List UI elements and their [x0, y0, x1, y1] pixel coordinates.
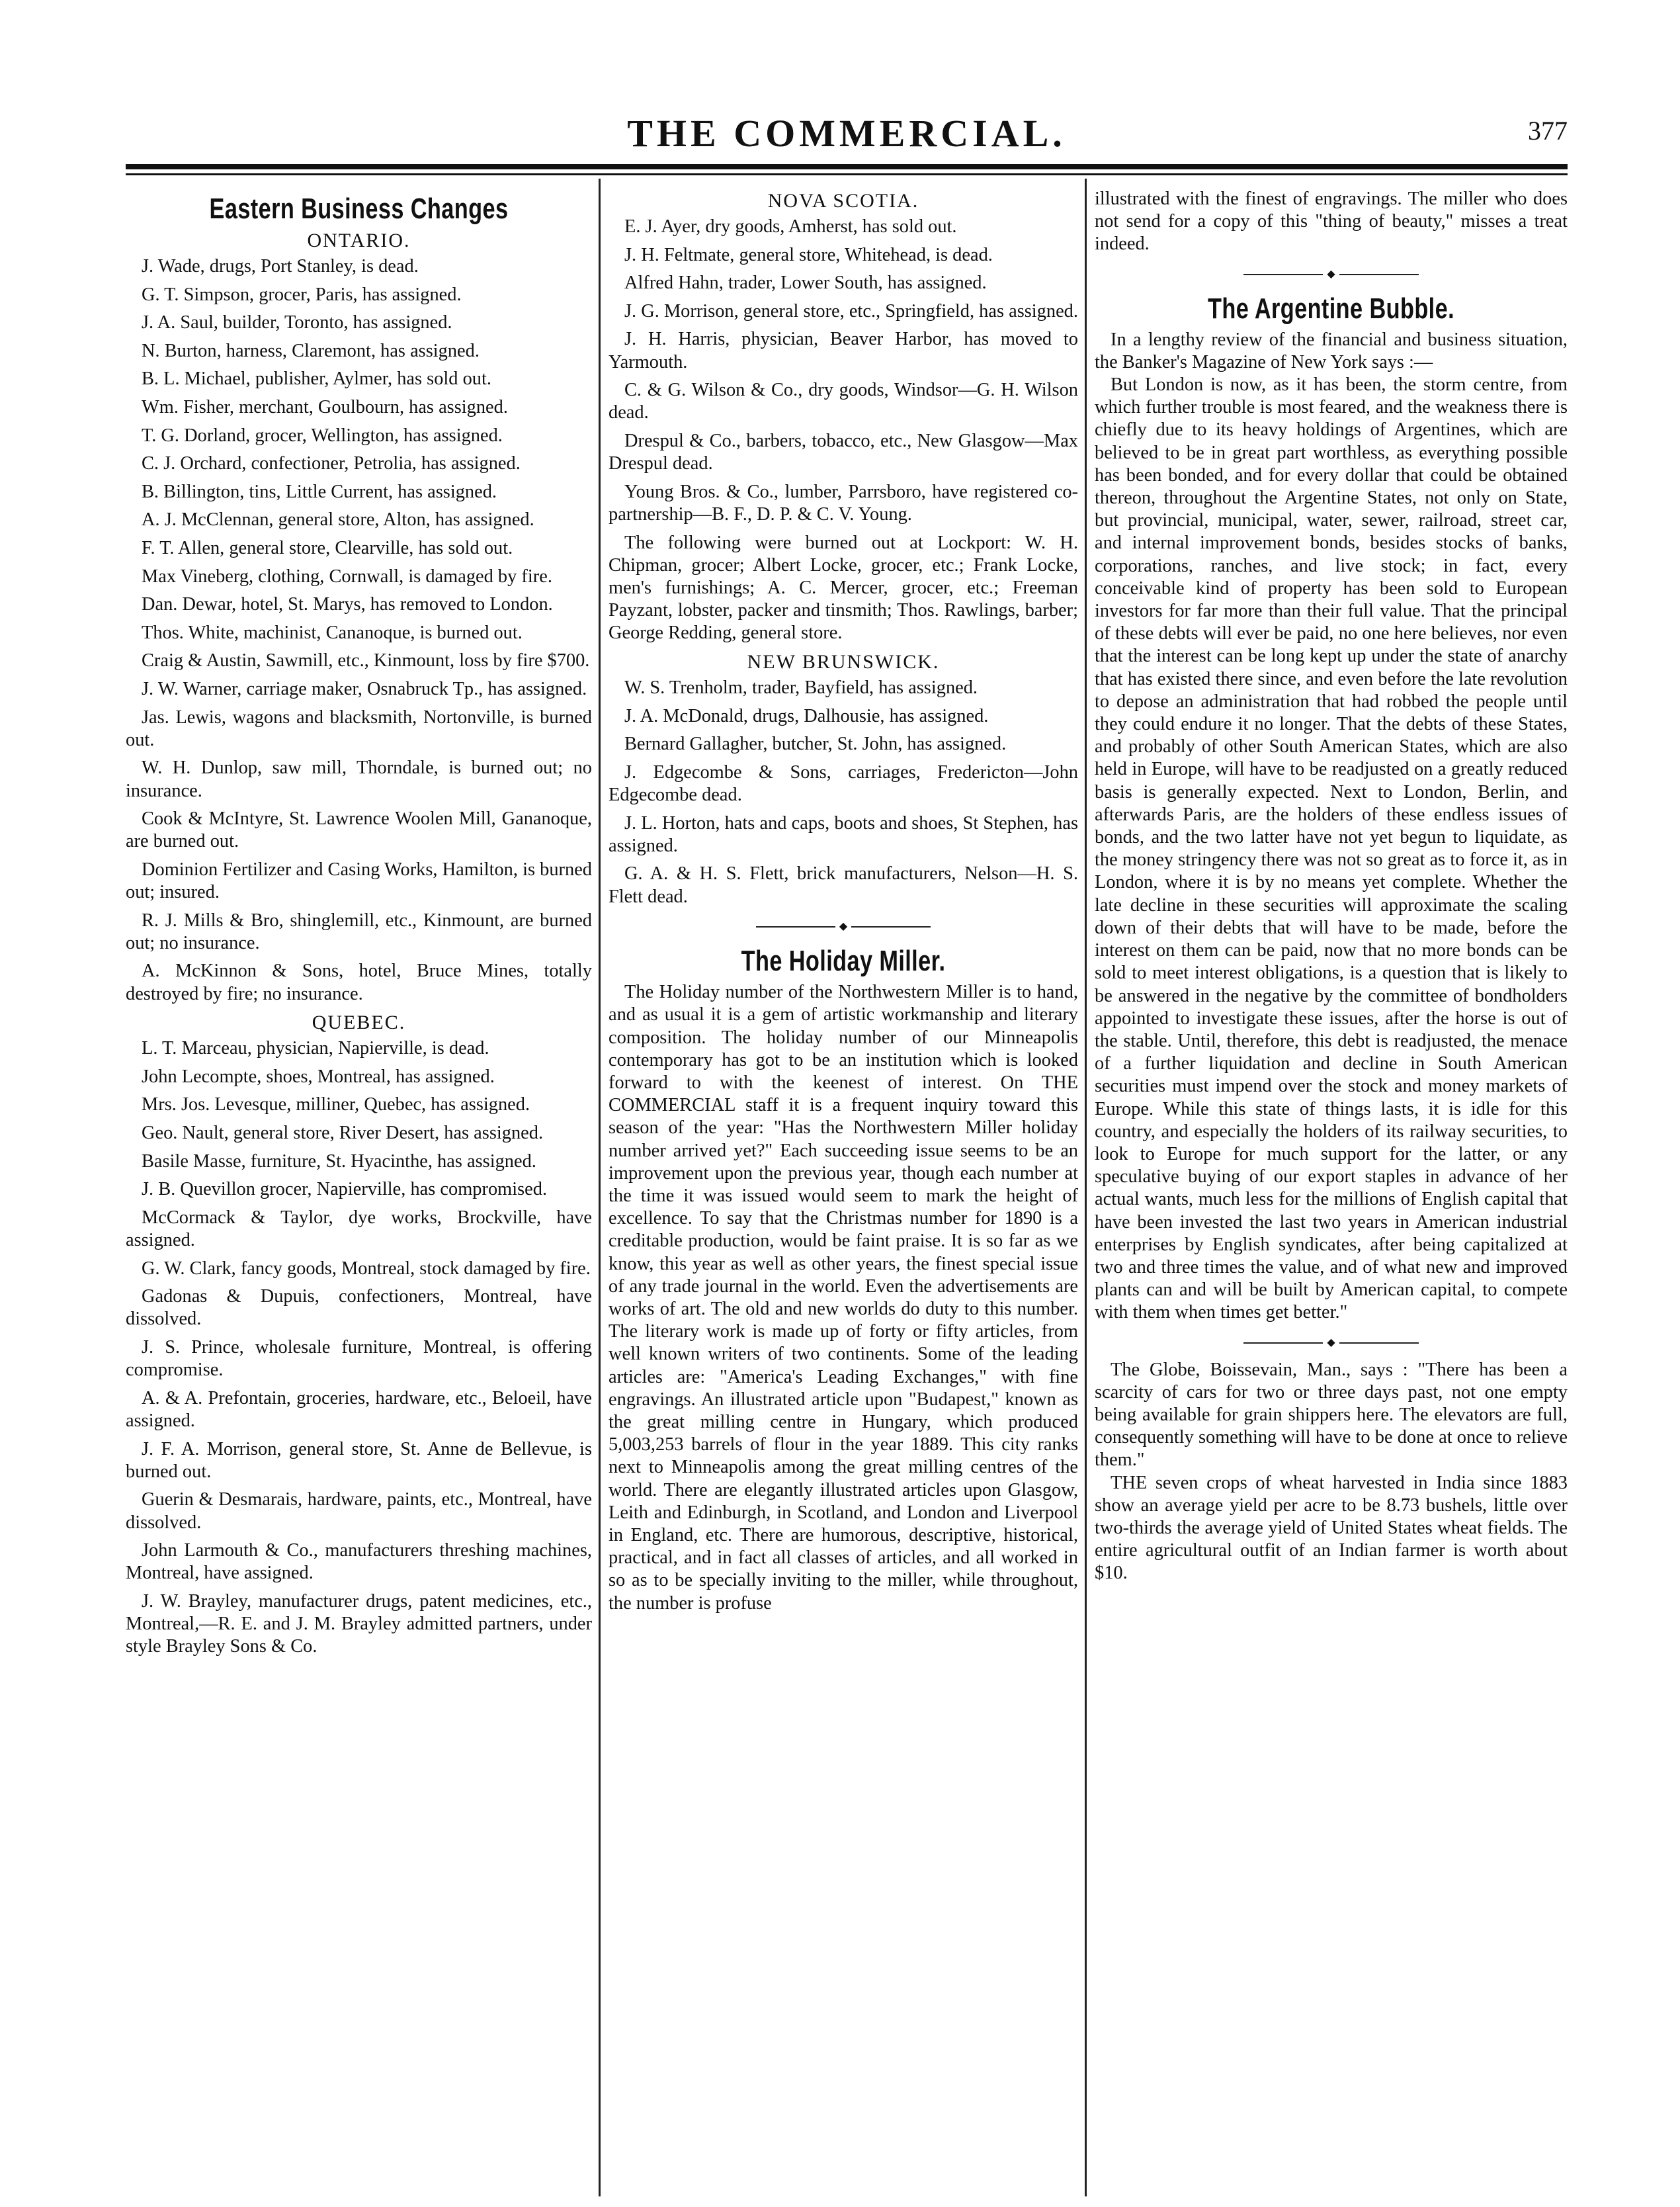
notice-entry: L. T. Marceau, physician, Napierville, is dead.: [142, 1038, 489, 1059]
ontario-list: [126, 255, 592, 1006]
notice-entry: Jas. Lewis, wagons and blacksmith, Nortonville, is burned out.: [126, 707, 592, 750]
notice-entry: W. S. Trenholm, trader, Bayfield, has assigned.: [624, 677, 978, 698]
notice-entry: Guerin & Desmarais, hardware, paints, etc., Montreal, have dissolved.: [126, 1489, 592, 1533]
separator-diamond: ◆: [839, 921, 848, 933]
notice-entry: Craig & Austin, Sawmill, etc., Kinmount, loss by fire $700.: [142, 650, 590, 671]
holiday-miller-article: The Holiday number of the Northwestern Miller is to hand, and as usual it is a gem of artistic workmanship and literary composition. The holiday number of our Minneapolis contemporary has got to be an institution which is looked forward to with the keenest of interest. On THE COMMERCIAL staff it is a frequent inquiry toward this season of the year: "Has the Northwestern Miller holiday number arrived yet?" Each succeeding issue seems to be an improvement upon the previous year, though each number at the time it was issued would seem to mark the height of excellence. To say that the Christmas number for 1890 is a creditable production, would be faint praise. It is so far as we know, this year as well as other years, the finest special issue of any trade journal in the world. Even the advertisements are works of art. The old and new worlds do duty to this number. The literary work is made up of forty or fifty articles, from well known writers of two continents. Some of the leading articles are: "America's Leading Exchanges," with fine engravings. An illustrated article upon "Budapest," known as the great milling centre in Hungary, which produced 5,003,253 barrels of flour in the year 1889. This city ranks next to Minneapolis among the great milling centres of the world. There are elegantly illustrated articles upon Glasgow, Leith and Edinburgh, in Scotland, and London and Liverpool in England, etc. There are humorous, descriptive, historical, practical, and in fact all classes of articles, and all worked in so as to be specially inviting to the miller, while throughout, the number is profuse: [609, 982, 1078, 1614]
notice-entry: J. W. Brayley, manufacturer drugs, patent medicines, etc., Montreal,—R. E. and J. M. Brayley admitted partners, under style Brayley Sons & Co.: [126, 1591, 592, 1657]
separator-ornament: [1095, 261, 1568, 288]
notice-entry: Alfred Hahn, trader, Lower South, has assigned.: [624, 273, 987, 294]
separator-line: [851, 926, 931, 928]
notice-entry: W. H. Dunlop, saw mill, Thorndale, is burned out; no insurance.: [126, 757, 592, 801]
eastern-business-changes-headline: Eastern Business Changes: [209, 193, 509, 225]
notice-entry: J. B. Quevillon grocer, Napierville, has compromised.: [142, 1179, 548, 1200]
notice-entry: Cook & McIntyre, St. Lawrence Woolen Mill, Gananoque, are burned out.: [126, 808, 592, 852]
notice-entry: G. T. Simpson, grocer, Paris, has assigned.: [142, 284, 462, 305]
notice-entry: Mrs. Jos. Levesque, milliner, Quebec, has assigned.: [142, 1094, 530, 1115]
notice-entry: Gadonas & Dupuis, confectioners, Montreal, have dissolved.: [126, 1286, 592, 1330]
separator-line: [1339, 1342, 1419, 1344]
separator-ornament: [609, 914, 1078, 940]
nova-scotia-list: [609, 216, 1078, 645]
masthead: [126, 106, 1568, 161]
quebec-section-label: QUEBEC.: [312, 1012, 406, 1034]
notice-entry: J. Wade, drugs, Port Stanley, is dead.: [142, 256, 419, 277]
notice-entry: J. H. Feltmate, general store, Whitehead, is dead.: [624, 244, 993, 265]
notice-entry: B. L. Michael, publisher, Aylmer, has sold out.: [142, 368, 491, 390]
separator-diamond: ◆: [1327, 268, 1335, 280]
notice-entry: J. A. McDonald, drugs, Dalhousie, has assigned.: [624, 705, 989, 726]
masthead-rule-thick: [126, 164, 1568, 169]
argentine-bubble-headline: The Argentine Bubble.: [1207, 292, 1455, 325]
notice-entry: C. J. Orchard, confectioner, Petrolia, has assigned.: [142, 453, 521, 474]
globe-boissevain-item: The Globe, Boissevain, Man., says : "There has been a scarcity of cars for two or three days past, not one empty being available for grain shippers here. The elevators are full, consequently something will have to be done at once to relieve them.": [1095, 1359, 1568, 1471]
notice-entry: Young Bros. & Co., lumber, Parrsboro, have registered co-partnership—B. F., D. P. & C. V. Young.: [609, 481, 1078, 525]
notice-entry: A. & A. Prefontain, groceries, hardware, etc., Beloeil, have assigned.: [126, 1387, 592, 1432]
notice-entry: Dan. Dewar, hotel, St. Marys, has removed to London.: [142, 594, 553, 615]
notice-entry: McCormack & Taylor, dye works, Brockville, have assigned.: [126, 1207, 592, 1251]
notice-entry: Geo. Nault, general store, River Desert, has assigned.: [142, 1123, 544, 1144]
notice-entry: B. Billington, tins, Little Current, has assigned.: [142, 481, 497, 502]
nova-scotia-section-label: NOVA SCOTIA.: [767, 190, 919, 212]
separator-line: [756, 926, 835, 928]
new-brunswick-section-label: NEW BRUNSWICK.: [747, 650, 940, 673]
notice-entry: Dominion Fertilizer and Casing Works, Hamilton, is burned out; insured.: [126, 859, 592, 903]
india-wheat-item: THE seven crops of wheat harvested in India since 1883 show an average yield per acre to be 8.73 bushels, little over two-thirds the average yield of United States wheat fields. The entire agricultural outfit of an Indian farmer is worth about $10.: [1095, 1472, 1568, 1584]
argentine-body: But London is now, as it has been, the storm centre, from which further trouble is most feared, and the weakness there is chiefly due to its heavy holdings of Argentines, which are believed to be in great part worthless, as everything possible has been bonded, and for every dollar that could be obtained thereon, throughout the Argentine States, not only on State, but provincial, municipal, water, sewer, railroad, street car, and internal improvement bonds, besides stocks of banks, corporations, ranches, and live stock; in fact, every conceivable kind of property has been sold to European investors for far more than their full value. That the principal of these debts will ever be paid, no one here believes, nor even that the interest can be long kept up under the state of anarchy that has existed there since, and even before the late revolution to depose an administration that had robbed the people until they could endure it no longer. That the debts of these States, and probably of other South American States, which are also held in Europe, will have to be readjusted on a greatly reduced basis is generally expected. Next to London, Berlin, and afterwards Paris, are the holders of these endless issues of bonds, and the two latter have not yet begun to liquidate, as the money stringency there was not so great as to force it, as in London, where it is by no means yet complete. Whether the late decline in these securities will approximate the scaling down of their debts that will have to be made, before the interest on them can be paid, now that no more bonds can be sold to meet interest obligations, is a question that is likely to be answered in the negative by the committee of bondholders appointed to investigate these issues, after the horse is out of the stable. Until, therefore, this debt is readjusted, the menace of a further liquidation and decline in South American securities must impend over the stock and money markets of Europe. While this state of things lasts, it is idle for this country, and especially the holders of its railway securities, to look to Europe for much support for the latter, or any speculative buying of our export staples in advance of her actual wants, much less for the millions of English capital that have been invested the last two years in American industrial enterprises by English syndicates, after being capitalized at two and three times the value, and of what new and improved plants can and will be built by American capital, to compete with them when times get better.": [1095, 374, 1568, 1323]
notice-entry: A. J. McClennan, general store, Alton, has assigned.: [142, 509, 534, 531]
notice-entry: Drespul & Co., barbers, tobacco, etc., New Glasgow—Max Drespul dead.: [609, 430, 1078, 474]
notice-entry: Bernard Gallagher, butcher, St. John, has assigned.: [624, 734, 1007, 755]
column-3: [1095, 188, 1568, 2179]
notice-entry: The following were burned out at Lockport: W. H. Chipman, grocer; Albert Locke, grocer, etc.; Frank Locke, men's furnishings; A. C. Mercer, grocer, etc.; Freeman Payzant, lobster, packer and tinsmith; Thos. Rawlings, barber; George Redding, general store.: [609, 532, 1078, 644]
notice-entry: T. G. Dorland, grocer, Wellington, has assigned.: [142, 425, 503, 446]
notice-entry: Max Vineberg, clothing, Cornwall, is damaged by fire.: [142, 566, 552, 587]
masthead-rule-thin: [126, 173, 1568, 175]
notice-entry: N. Burton, harness, Claremont, has assigned.: [142, 340, 480, 361]
new-brunswick-list: [609, 677, 1078, 908]
separator-line: [1339, 274, 1419, 275]
notice-entry: J. Edgecombe & Sons, carriages, Fredericton—John Edgecombe dead.: [609, 761, 1078, 805]
column-rule: [599, 179, 601, 2196]
page-number: 377: [1528, 116, 1568, 146]
separator-line: [1243, 1342, 1323, 1344]
masthead-title: THE COMMERCIAL.: [627, 112, 1066, 155]
notice-entry: Wm. Fisher, merchant, Goulbourn, has assigned.: [142, 396, 508, 417]
column-rule: [1085, 179, 1087, 2196]
notice-entry: Thos. White, machinist, Cananoque, is burned out.: [142, 622, 523, 643]
notice-entry: J. L. Horton, hats and caps, boots and shoes, St Stephen, has assigned.: [609, 812, 1078, 856]
separator-diamond: ◆: [1327, 1336, 1335, 1348]
separator-ornament: [1095, 1330, 1568, 1356]
notice-entry: C. & G. Wilson & Co., dry goods, Windsor—G. H. Wilson dead.: [609, 380, 1078, 423]
notice-entry: John Lecompte, shoes, Montreal, has assigned.: [142, 1066, 495, 1087]
notice-entry: A. McKinnon & Sons, hotel, Bruce Mines, totally destroyed by fire; no insurance.: [126, 961, 592, 1004]
notice-entry: F. T. Allen, general store, Clearville, has sold out.: [142, 537, 513, 558]
notice-entry: J. G. Morrison, general store, etc., Springfield, has assigned.: [624, 300, 1078, 322]
notice-entry: R. J. Mills & Bro, shinglemill, etc., Kinmount, are burned out; no insurance.: [126, 910, 592, 953]
notice-entry: J. F. A. Morrison, general store, St. Anne de Bellevue, is burned out.: [126, 1438, 592, 1482]
separator-line: [1243, 274, 1323, 275]
notice-entry: J. W. Warner, carriage maker, Osnabruck Tp., has assigned.: [142, 678, 587, 699]
notice-entry: G. A. & H. S. Flett, brick manufacturers, Nelson—H. S. Flett dead.: [609, 863, 1078, 907]
notice-entry: J. A. Saul, builder, Toronto, has assigned.: [142, 312, 452, 333]
ontario-section-label: ONTARIO.: [307, 230, 411, 251]
argentine-intro: In a lengthy review of the financial and business situation, the Banker's Magazine of New York says :—: [1095, 329, 1568, 372]
notice-entry: Basile Masse, furniture, St. Hyacinthe, has assigned.: [142, 1150, 536, 1172]
notice-entry: J. H. Harris, physician, Beaver Harbor, has moved to Yarmouth.: [609, 329, 1078, 372]
notice-entry: G. W. Clark, fancy goods, Montreal, stock damaged by fire.: [142, 1258, 591, 1279]
column-2: [609, 188, 1078, 2179]
column-1: [126, 188, 592, 2179]
notice-entry: J. S. Prince, wholesale furniture, Montreal, is offering compromise.: [126, 1337, 592, 1381]
quebec-list: [126, 1037, 592, 1658]
notice-entry: John Larmouth & Co., manufacturers threshing machines, Montreal, have assigned.: [126, 1540, 592, 1584]
holiday-miller-continued: illustrated with the finest of engravings. The miller who does not send for a copy of this "thing of beauty," misses a treat indeed.: [1095, 189, 1568, 255]
holiday-miller-headline: The Holiday Miller.: [741, 945, 946, 978]
notice-entry: E. J. Ayer, dry goods, Amherst, has sold out.: [624, 216, 957, 237]
